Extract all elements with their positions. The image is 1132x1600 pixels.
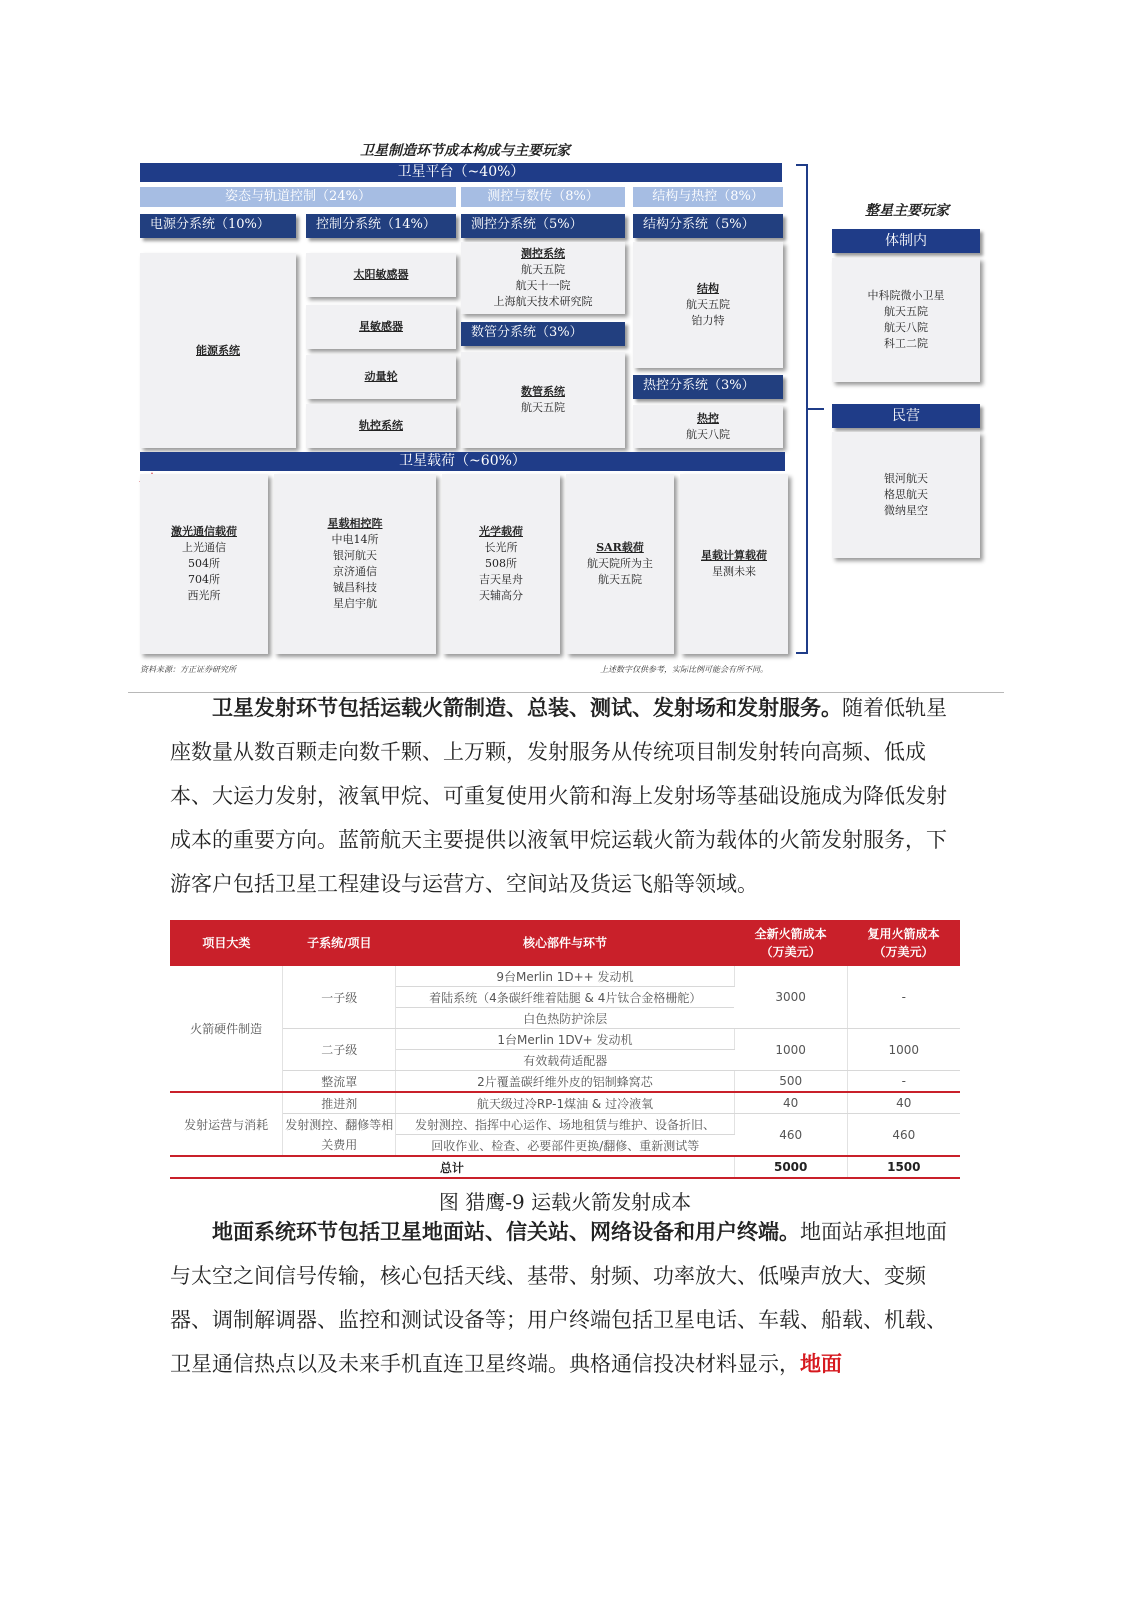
payload-player: 中电14所 [331,533,379,546]
new-cost-launch: 460 [734,1114,847,1157]
thermal-player: 航天八院 [686,427,730,441]
table-row [170,1071,960,1093]
payload-player: 天辅高分 [479,589,523,602]
payload-player: 铖昌科技 [333,581,377,594]
private-player: 格思航天 [884,488,928,501]
header-new-cost: 全新火箭成本 （万美元） [734,920,847,966]
payload-title: 星载相控阵 [327,517,383,530]
data-subsystem-bar: 数管分系统（3%） [461,322,625,346]
orbit-control-title: 轨控系统 [359,419,403,432]
star-sensor-title: 星敏感器 [359,320,403,333]
momentum-wheel-title: 动量轮 [364,370,398,383]
payload-box-optical [442,474,560,654]
diagram-disclaimer: 上述数字仅供参考，实际比例可能会有所不同。 [600,665,768,674]
payload-player: 508所 [485,557,517,570]
structure-player: 航天五院 [686,298,730,311]
core-item: 9台Merlin 1D++ 发动机 [396,966,735,987]
diagram-title: 卫星制造环节成本构成与主要玩家 [360,143,570,159]
core-item: 有效载荷适配器 [396,1050,735,1071]
ttc-system-box [461,242,625,314]
energy-box [140,253,296,448]
payload-player: 航天五院 [598,573,642,586]
category-operations: 发射运营与消耗 [170,1092,283,1156]
reuse-cost-launch: 460 [847,1114,960,1157]
header-subsystem: 子系统/项目 [283,920,396,966]
payload-title: 星载计算载荷 [701,549,767,562]
orbit-control-box [306,404,456,448]
payload-title: 光学载荷 [479,525,523,538]
table-row [170,966,960,987]
diagram-source: 资料来源：方正证券研究所 [140,665,236,674]
paragraph-launch-lead: 卫星发射环节包括运载火箭制造、总装、测试、发射场和发射服务。 [212,695,842,720]
payload-box-computing [680,474,788,654]
header-core: 核心部件与环节 [396,920,735,966]
power-subsystem-bar: 电源分系统（10%） [140,214,296,238]
header-category: 项目大类 [170,920,283,966]
payload-player: 704所 [188,573,220,586]
structure-subsystem-bar: 结构分系统（5%） [633,214,783,238]
core-item: 1台Merlin 1DV+ 发动机 [396,1029,735,1050]
total-label: 总计 [170,1156,734,1178]
attitude-orbit-bar: 姿态与轨道控制（24%） [140,187,456,207]
paragraph-ground [170,1210,960,1386]
payload-bar: 卫星载荷（~60%） [140,452,785,471]
subsystem-stage2: 二子级 [283,1029,396,1071]
structure-player: 铂力特 [691,314,725,327]
paragraph-ground-lead: 地面系统环节包括卫星地面站、信关站、网络设备和用户终端。 [212,1219,800,1244]
payload-player: 星测未来 [712,565,756,578]
state-owned-bar: 体制内 [832,229,980,253]
data-system-title: 数管系统 [521,385,565,398]
core-item: 白色热防护涂层 [396,1008,735,1029]
ttc-player: 上海航天技术研究院 [493,295,593,308]
private-player: 银河航天 [884,472,928,485]
energy-title: 能源系统 [196,343,240,357]
core-item: 发射测控、指挥中心运作、场地租赁与维护、设备折旧、 [396,1114,735,1135]
payload-player: 504所 [188,557,220,570]
platform-bar: 卫星平台（~40%） [140,163,782,182]
core-item: 2片覆盖碳纤维外皮的铝制蜂窝芯 [396,1071,735,1093]
payload-player: 上光通信 [182,541,226,554]
data-system-box [461,352,625,448]
new-cost-fairing: 500 [734,1071,847,1093]
sun-sensor-box [306,253,456,297]
state-player: 航天八院 [884,321,928,334]
ttc-player: 航天五院 [521,263,565,276]
thermal-subsystem-bar: 热控分系统（3%） [633,375,783,399]
reuse-cost-stage1: - [847,966,960,1029]
sun-sensor-title: 太阳敏感器 [353,268,409,281]
table-row-total [170,1156,960,1178]
table-row [170,1092,960,1114]
ttc-data-bar: 测控与数传（8%） [461,187,625,207]
subsystem-fairing: 整流罩 [283,1071,396,1093]
table-caption: 图 猎鹰-9 运载火箭发射成本 [438,1190,692,1214]
structure-title: 结构 [697,282,719,295]
reuse-cost-stage2: 1000 [847,1029,960,1071]
players-bracket [796,164,808,654]
payload-box-sar [566,474,674,654]
payload-player: 银河航天 [333,549,377,562]
private-bar: 民营 [832,404,980,428]
payload-title: SAR载荷 [596,541,644,554]
thermal-box [633,405,783,448]
ttc-subsystem-bar: 测控分系统（5%） [461,214,625,238]
structure-box [633,242,783,368]
cost-table [170,920,960,1179]
subsystem-launch: 发射测控、翻修等相关费用 [283,1114,396,1157]
new-cost-stage2: 1000 [734,1029,847,1071]
paragraph-launch-body: 随着低轨星座数量从数百颗走向数千颗、上万颗，发射服务从传统项目制发射转向高频、低成本、大运力发射，液氧甲烷、可重复使用火箭和海上发射场等基础设施成为降低发射成本的重要方向。蓝箭航天主要提供以液氧甲烷运载火箭为载体的火箭发射服务，下游客户包括卫星工程建设与运营方、空间站及货运飞船等领域。 [170,696,947,896]
state-player: 航天五院 [884,305,928,318]
table-row [170,1029,960,1050]
total-reuse-cost: 1500 [847,1156,960,1178]
ttc-system-title: 测控系统 [521,247,565,260]
state-player: 中科院微小卫星 [867,289,945,302]
star-sensor-box [306,305,456,349]
payload-title: 激光通信载荷 [171,525,237,538]
payload-player: 长光所 [484,541,518,554]
paragraph-launch [170,686,960,906]
core-item: 航天级过冷RP-1煤油 & 过冷液氧 [396,1092,735,1114]
bracket-tick [808,408,824,410]
state-owned-box [832,258,980,382]
data-player: 航天五院 [521,401,565,414]
structure-thermal-bar: 结构与热控（8%） [633,187,783,207]
payload-player: 京济通信 [333,565,377,578]
payload-player: 航天院所为主 [587,557,653,570]
control-subsystem-bar: 控制分系统（14%） [306,214,456,238]
reuse-cost-propellant: 40 [847,1092,960,1114]
total-new-cost: 5000 [734,1156,847,1178]
state-player: 科工二院 [884,337,928,350]
momentum-wheel-box [306,355,456,399]
ttc-player: 航天十一院 [515,279,571,292]
thermal-title: 热控 [697,411,719,425]
paragraph-ground-highlight: 地面 [800,1351,842,1376]
paragraph-ground-body: 地面站承担地面与太空之间信号传输，核心包括天线、基带、射频、功率放大、低噪声放大、变频器、调制解调器、监控和测试设备等；用户终端包括卫星电话、车载、船载、机载、卫星通信热点以及未来手机直连卫星终端。典格通信投决材料显示， [170,1220,947,1376]
header-reuse-cost: 复用火箭成本 （万美元） [847,920,960,966]
new-cost-propellant: 40 [734,1092,847,1114]
core-item: 回收作业、检查、必要部件更换/翻修、重新测试等 [396,1135,735,1157]
core-item: 着陆系统（4条碳纤维着陆腿 & 4片钛合金格栅舵） [396,987,735,1008]
table-row [170,1114,960,1135]
payload-box-phased-array [274,474,436,654]
players-title: 整星主要玩家 [865,203,949,219]
category-hardware: 火箭硬件制造 [170,966,283,1092]
payload-player: 西光所 [187,589,221,602]
subsystem-propellant: 推进剂 [283,1092,396,1114]
subsystem-stage1: 一子级 [283,966,396,1029]
payload-box-laser [140,474,268,654]
new-cost-stage1: 3000 [734,966,847,1029]
private-box [832,432,980,558]
payload-player: 星启宇航 [333,597,377,610]
reuse-cost-fairing: - [847,1071,960,1093]
private-player: 微纳星空 [884,504,928,517]
payload-player: 吉天星舟 [479,573,523,586]
